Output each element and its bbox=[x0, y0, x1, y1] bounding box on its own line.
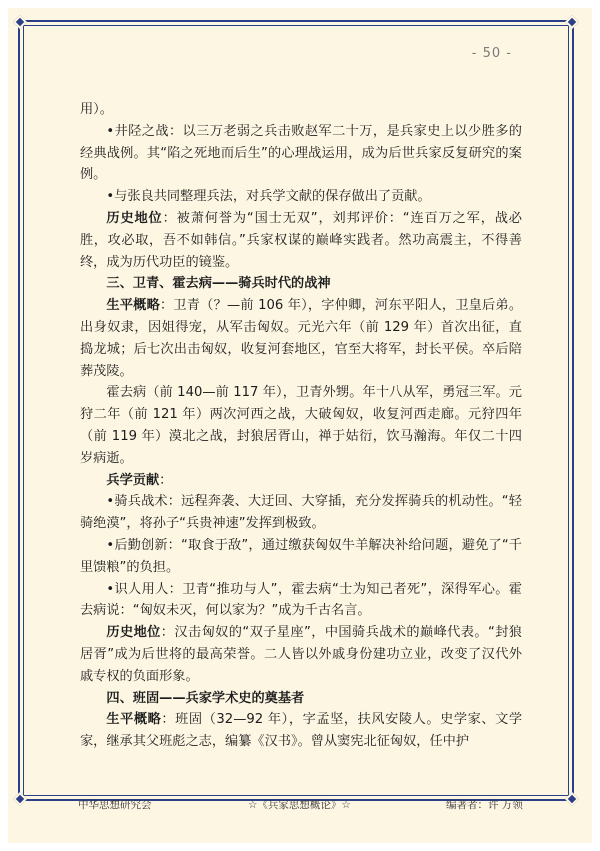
paragraph-text: ：汉击匈奴的“双子星座”，中国骑兵战术的巅峰代表。“封狼居胥”成为后世将的最高荣誉。二人皆以外戚身份建功立业，改变了汉代外戚专权的负面形象。 bbox=[80, 625, 522, 684]
paragraph-label: 历史地位 bbox=[106, 625, 161, 641]
paragraph-text: ：被萧何誉为“国士无双”，刘邦评价：“连百万之军，战必胜，攻必取，吾不如韩信。”兵家权谋的巅峰实践者。然功高震主，不得善终，成为历代功臣的镜鉴。 bbox=[80, 210, 522, 270]
paragraph-text: ：卫青（？—前 106 年），字仲卿，河东平阳人，卫皇后弟。出身奴隶，因姐得宠，从军击匈奴。元光六年（前 129 年）首次出征，直捣龙城；后七次出击匈奴，收复河套地区，官至大将军，封长平侯。卒后陪葬茂陵。 bbox=[80, 298, 523, 379]
paragraph: 用）。 bbox=[80, 102, 113, 117]
paragraph bbox=[80, 622, 522, 687]
footer-organization: 中华思想研究会 bbox=[78, 799, 152, 811]
paragraph bbox=[80, 470, 522, 492]
paragraph: •识人用人：卫青“推功与人”，霍去病“士为知己者死”，深得军心。霍去病说：“匈奴未灭，何以家为？”成为千古名言。 bbox=[80, 581, 522, 619]
paragraph: •与张良共同整理兵法，对兵学文献的保存做出了贡献。 bbox=[106, 189, 431, 205]
document-body bbox=[80, 99, 522, 753]
paragraph-label: 生平概略 bbox=[106, 712, 162, 728]
paragraph: •后勤创新：“取食于敌”，通过缴获匈奴牛羊解决补给问题，避免了“千里馈粮”的负担。 bbox=[80, 537, 522, 575]
footer-book-title: ☆《兵家思想概论》☆ bbox=[248, 799, 351, 811]
paragraph: •骑兵战术：远程奔袭、大迂回、大穿插，充分发挥骑兵的机动性。“轻骑绝漠”，将孙子“兵贵神速”发挥到极致。 bbox=[80, 494, 522, 532]
paragraph bbox=[80, 709, 522, 753]
section-heading: 四、班固——兵家学术史的奠基者 bbox=[106, 690, 305, 706]
paragraph-label: 兵学贡献 bbox=[106, 472, 160, 488]
page-number: - 50 - bbox=[471, 46, 512, 61]
paragraph bbox=[80, 295, 522, 382]
paragraph: 霍去病（前 140—前 117 年），卫青外甥。年十八从军，勇冠三军。元狩二年（前 121 年）两次河西之战，大破匈奴，收复河西走廊。元狩四年（前 119 年）漠北之战，封狼居胥山，禅于姑衍，饮马瀚海。年仅二十四岁病逝。 bbox=[80, 385, 522, 466]
paragraph: •井陉之战：以三万老弱之兵击败赵军二十万，是兵家史上以少胜多的经典战例。其“陷之死地而后生”的心理战运用，成为后世兵家反复研究的案例。 bbox=[80, 123, 522, 183]
paragraph-text: ：班固（32—92 年），字孟坚，扶风安陵人。史学家、文学家，继承其父班彪之志，编纂《汉书》。曾从窦宪北征匈奴，任中护 bbox=[80, 712, 523, 750]
paragraph-label: 生平概略 bbox=[106, 298, 160, 314]
paragraph bbox=[80, 208, 522, 273]
paragraph-label: 历史地位 bbox=[106, 210, 163, 226]
section-heading: 三、卫青、霍去病——骑兵时代的战神 bbox=[106, 276, 331, 292]
paragraph-text: ： bbox=[159, 472, 173, 488]
footer-author: 编著者：许 万领 bbox=[446, 799, 523, 811]
